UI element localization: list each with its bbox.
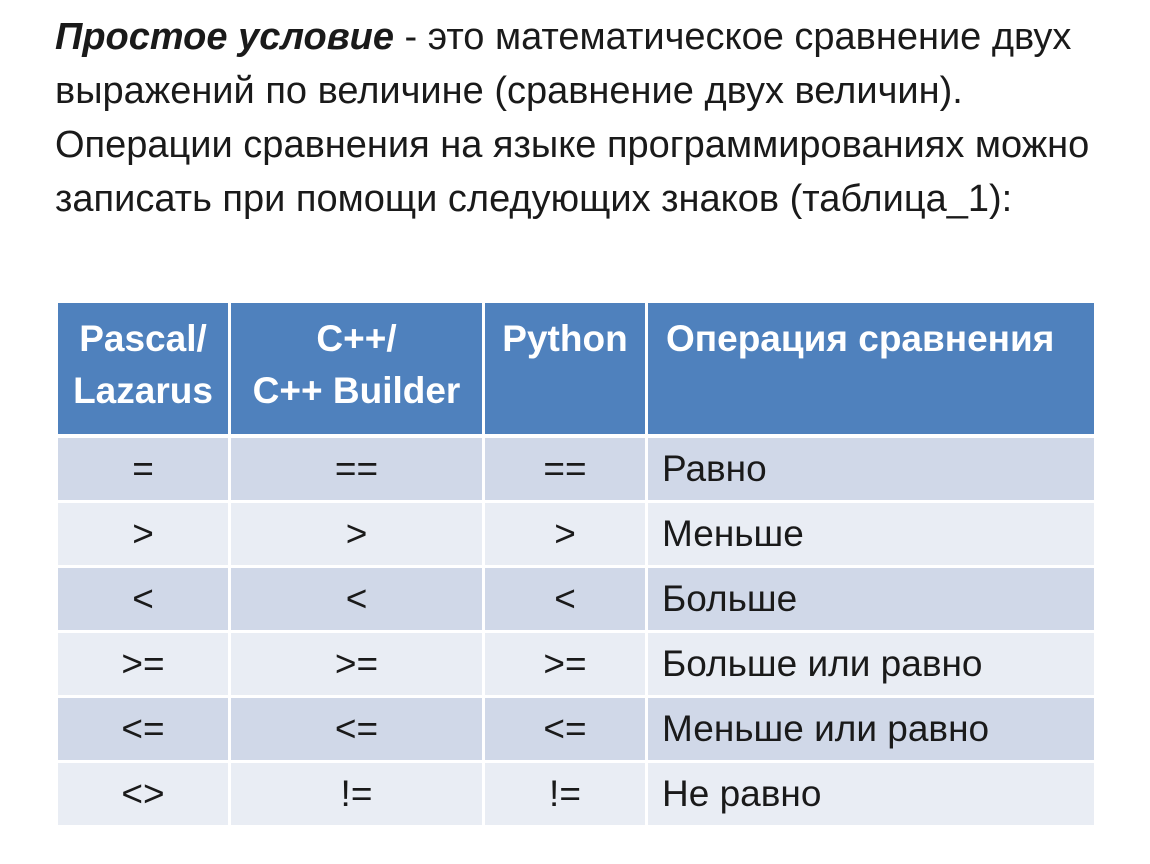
cell-pascal: <>	[58, 763, 231, 828]
comparison-table	[58, 303, 1094, 828]
cell-pascal: >=	[58, 633, 231, 698]
cell-python: >	[485, 503, 648, 568]
table-row	[58, 698, 1094, 763]
cell-operation: Меньше	[648, 503, 1094, 568]
cell-pascal: =	[58, 438, 231, 503]
cell-python: ==	[485, 438, 648, 503]
table-row	[58, 568, 1094, 633]
cell-cpp: ==	[231, 438, 485, 503]
header-pascal	[58, 303, 231, 438]
cell-cpp: >=	[231, 633, 485, 698]
cell-operation: Равно	[648, 438, 1094, 503]
cell-pascal: >	[58, 503, 231, 568]
header-python: Python	[485, 303, 648, 438]
table-row	[58, 438, 1094, 503]
header-pascal-line1: Pascal/	[79, 318, 207, 359]
cell-cpp: <	[231, 568, 485, 633]
cell-pascal: <	[58, 568, 231, 633]
intro-text: - это математическое сравнение двух выражений по величине (сравнение двух величин). Операции сравнения на языке программированиях можно записать при помощи следующих знаков (таблица_1):	[55, 16, 1090, 220]
cell-operation: Не равно	[648, 763, 1094, 828]
cell-python: >=	[485, 633, 648, 698]
table-row	[58, 503, 1094, 568]
cell-python: !=	[485, 763, 648, 828]
cell-pascal: <=	[58, 698, 231, 763]
intro-term: Простое условие	[55, 16, 394, 58]
cell-operation: Меньше или равно	[648, 698, 1094, 763]
header-cpp-line2: C++ Builder	[252, 370, 461, 411]
cell-operation: Больше	[648, 568, 1094, 633]
header-operation: Операция сравнения	[648, 303, 1094, 438]
header-cpp	[231, 303, 485, 438]
header-pascal-line2: Lazarus	[73, 370, 213, 411]
cell-cpp: !=	[231, 763, 485, 828]
cell-cpp: <=	[231, 698, 485, 763]
cell-python: <	[485, 568, 648, 633]
cell-python: <=	[485, 698, 648, 763]
cell-operation: Больше или равно	[648, 633, 1094, 698]
intro-paragraph	[55, 10, 1125, 226]
table-row	[58, 763, 1094, 828]
table-row	[58, 633, 1094, 698]
cell-cpp: >	[231, 503, 485, 568]
header-cpp-line1: C++/	[316, 318, 397, 359]
table-header-row	[58, 303, 1094, 438]
